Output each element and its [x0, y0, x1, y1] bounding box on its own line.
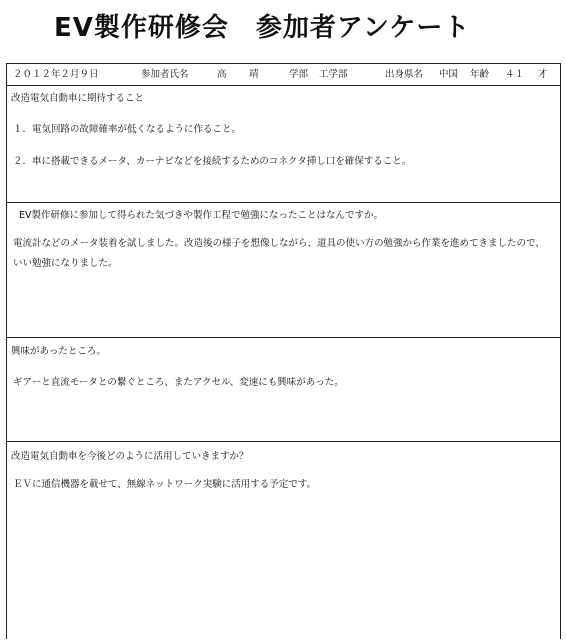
dept-value: 工学部 — [319, 69, 348, 80]
section-learnings — [7, 203, 560, 338]
section-answer: ２．車に搭載できるメータ、カーナビなどを接続するためのコネクタ挿し口を確保すること。 — [13, 156, 412, 167]
pref-value: 中国 — [439, 69, 459, 80]
section-question: 改造電気自動車に期待すること — [11, 93, 145, 104]
section-question: EV製作研修に参加して得られた気づきや製作工程で勉強になったことはなんですか。 — [19, 210, 384, 221]
age-value: ４１ — [505, 69, 525, 80]
name-label: 参加者氏名 — [141, 69, 189, 80]
name-value-2: 靖 — [249, 69, 259, 80]
age-unit: 才 — [538, 69, 548, 80]
section-question: 改造電気自動車を今後どのように活用していきますか？ — [11, 451, 249, 462]
survey-form — [6, 63, 561, 639]
age-label: 年齢 — [470, 69, 490, 80]
section-answer: ギアーと直流モータとの繋ぐところ、またアクセル、変速にも興味があった。 — [13, 377, 344, 388]
section-future-use — [7, 442, 560, 640]
pref-label: 出身県名 — [385, 69, 424, 80]
dept-label: 学部 — [289, 69, 309, 80]
section-answer: １．電気回路の故障確率が低くなるように作ること。 — [13, 124, 242, 135]
header-row — [7, 64, 560, 86]
name-value-1: 高 — [217, 69, 227, 80]
section-answer: 電流計などのメータ装着を試しました。改造後の様子を想像しながら、道具の使い方の勉強から作業を進めてきましたので、いい勉強になりました。 — [13, 238, 545, 269]
section-expectations — [7, 85, 560, 203]
section-answer: ＥＶに通信機器を載せて、無線ネットワーク実験に活用する予定です。 — [13, 479, 317, 490]
page-title: EV製作研修会 参加者アンケート — [54, 13, 471, 43]
section-interests — [7, 338, 560, 442]
date-value: ２０１２年２月９日 — [13, 69, 99, 80]
section-question: 興味があったところ。 — [11, 346, 106, 357]
